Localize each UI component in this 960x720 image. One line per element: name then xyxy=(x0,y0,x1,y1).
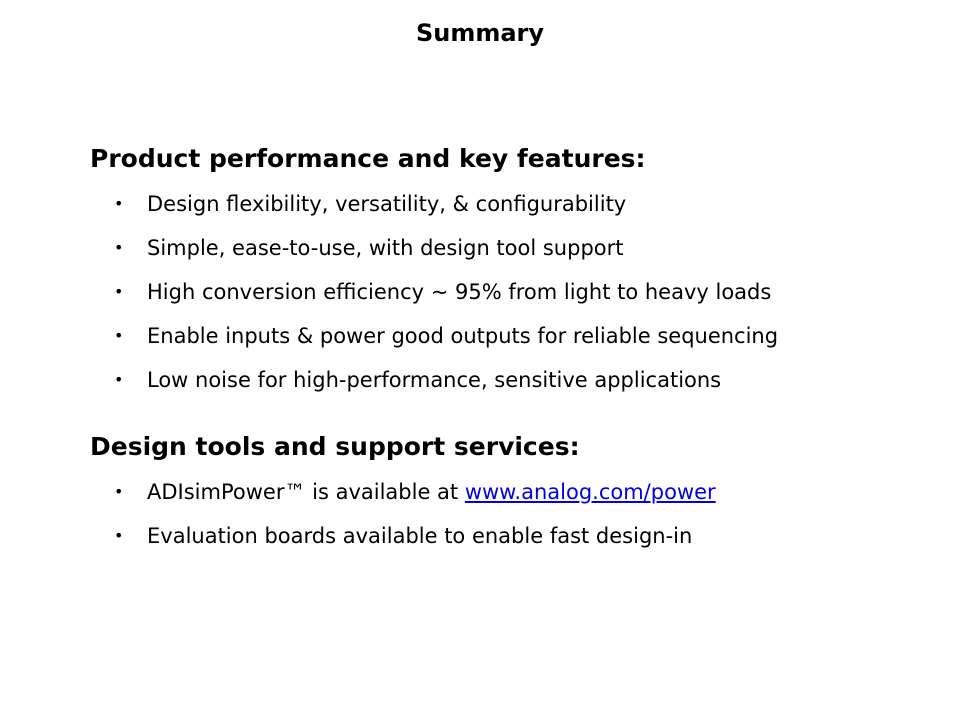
bullet-item xyxy=(90,234,930,262)
bullet-text: ADIsimPower™ is available at xyxy=(147,480,465,504)
section-design-tools xyxy=(90,431,930,550)
bullet-text: Simple, ease-to-use, with design tool support xyxy=(147,236,624,260)
bullet-item xyxy=(90,190,930,218)
bullet-icon: • xyxy=(114,282,124,301)
slide-title: Summary xyxy=(415,19,545,47)
bullet-text: Design flexibility, versatility, & configurability xyxy=(147,192,627,216)
analog-power-link[interactable]: www.analog.com/power xyxy=(464,480,716,504)
bullet-item xyxy=(90,278,930,306)
section-product-features xyxy=(90,143,930,394)
bullet-item xyxy=(90,366,930,394)
tools-bullet-list xyxy=(90,478,930,550)
bullet-item xyxy=(90,522,930,550)
bullet-text: High conversion efficiency ~ 95% from light to heavy loads xyxy=(147,280,772,304)
bullet-icon: • xyxy=(114,326,124,345)
section-heading-features: Product performance and key features: xyxy=(90,144,646,173)
bullet-text: Low noise for high-performance, sensitive applications xyxy=(147,368,722,392)
bullet-text: Evaluation boards available to enable fast design-in xyxy=(147,524,693,548)
bullet-icon: • xyxy=(114,526,124,545)
section-heading-tools: Design tools and support services: xyxy=(90,432,580,461)
bullet-icon: • xyxy=(114,482,124,501)
features-bullet-list xyxy=(90,190,930,394)
bullet-item xyxy=(90,478,930,506)
bullet-text: Enable inputs & power good outputs for reliable sequencing xyxy=(147,324,779,348)
bullet-icon: • xyxy=(114,194,124,213)
bullet-icon: • xyxy=(114,370,124,389)
bullet-icon: • xyxy=(114,238,124,257)
bullet-item xyxy=(90,322,930,350)
